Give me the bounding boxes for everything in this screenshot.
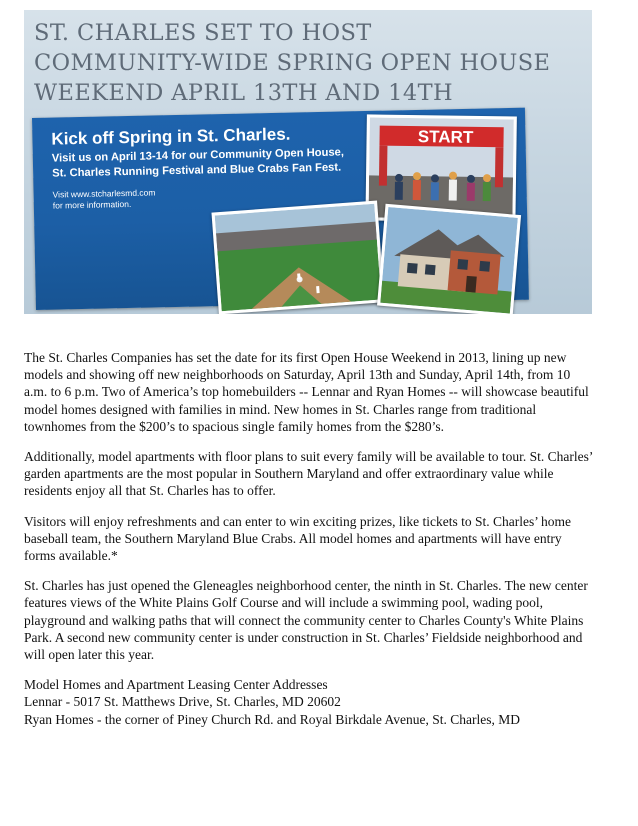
address-block (24, 676, 596, 728)
headline-line: WEEKEND APRIL 13TH AND 14TH (34, 80, 453, 106)
ad-subtitle-line: Visit us on April 13-14 for our Community Open House, (51, 146, 345, 165)
ad-title: Kick off Spring in St. Charles. (51, 124, 291, 149)
paragraph: The St. Charles Companies has set the date for its first Open House Weekend in 2013, lining up new models and showing off new neighborhoods on Saturday, April 13th and Sunday, April 14th, from 10 a.m. to 6 p.m. Two of America’s top homebuilders -- Lennar and Ryan Homes -- will showcase beautiful model homes designed with families in mind. New homes in St. Charles range from traditional townhomes from the $200’s to spacious single family homes from the $280’s. (24, 350, 589, 434)
paragraph: Visitors will enjoy refreshments and can enter to win exciting prizes, like tickets to St. Charles’ home baseball team, the Southern Maryland Blue Crabs. All model homes and apartments will have entry forms available.* (24, 513, 572, 564)
headline-line: COMMUNITY-WIDE SPRING OPEN HOUSE (34, 50, 551, 76)
address-line: Ryan Homes - the corner of Piney Church Rd. and Royal Birkdale Avenue, St. Charles, MD (24, 711, 520, 727)
paragraph: St. Charles has just opened the Gleneagles neighborhood center, the ninth in St. Charles. The new center features views of the White Plains Golf Course and will include a swimming pool, wading pool, playground and walking paths that will connect the community center to Charles County's White Plains Park. A second new community center is under construction in St. Charles’ Fieldside neighborhood and will open later this year. (24, 578, 588, 663)
start-sign-text: START (417, 127, 474, 147)
article-body (24, 349, 596, 728)
ad-website (53, 187, 156, 211)
ad-subtitle-line: St. Charles Running Festival and Blue Crabs Fan Fest. (52, 161, 342, 180)
promo-ad (32, 108, 529, 310)
headline (34, 18, 584, 108)
ad-subtitle (52, 145, 345, 181)
house-photo (377, 204, 521, 314)
header-banner (24, 10, 592, 314)
address-line: Lennar - 5017 St. Matthews Drive, St. Charles, MD 20602 (24, 694, 341, 710)
ad-website-line: for more information. (52, 198, 132, 211)
headline-line: ST. CHARLES SET TO HOST (34, 20, 372, 46)
house-image (380, 207, 518, 314)
ad-website-line: Visit www.stcharlesmd.com (52, 187, 156, 200)
stadium-image (215, 204, 382, 311)
stadium-photo (211, 201, 384, 314)
paragraph: Additionally, model apartments with floor plans to suit every family will be available to tour. St. Charles’ garden apartments are the most popular in Southern Maryland and offer extraordinary value while residents enjoy all that St. Charles has to offer. (24, 449, 593, 499)
address-heading: Model Homes and Apartment Leasing Center Addresses (24, 677, 328, 693)
